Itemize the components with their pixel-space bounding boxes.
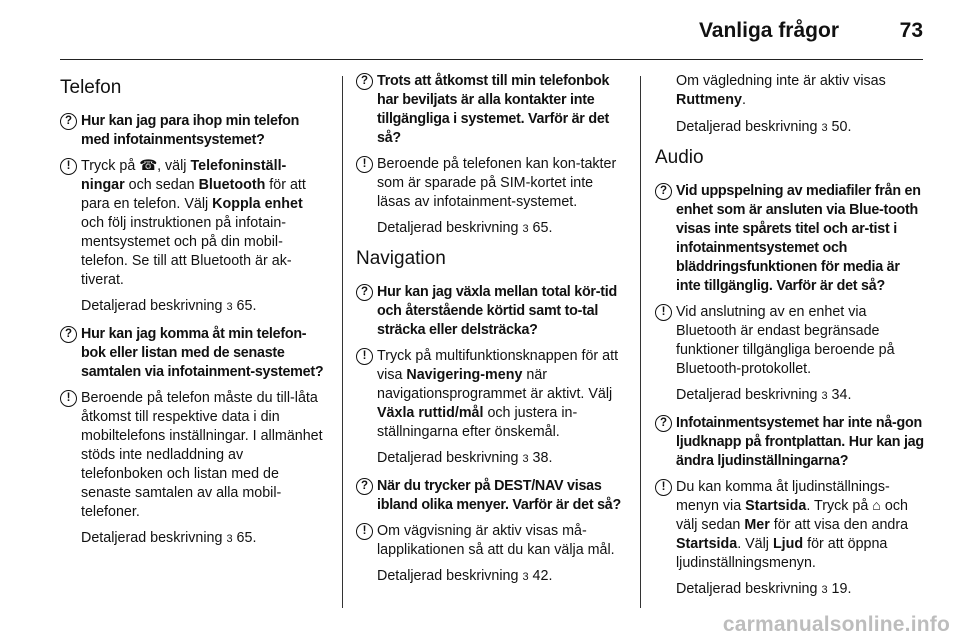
answer-text: Vid anslutning av en enhet via Bluetooth är endast begränsade funktioner tillgängliga beroende på Bluetooth-protokollet. xyxy=(676,304,895,377)
answer-item xyxy=(60,157,326,290)
page-ref-arrow-icon: 3 xyxy=(226,533,233,545)
question-icon: ? xyxy=(60,326,77,343)
question-icon: ? xyxy=(655,183,672,200)
detail-reference: Detaljerad beskrivning 3 38. xyxy=(377,450,553,466)
detail-reference: Detaljerad beskrivning 3 50. xyxy=(676,119,852,135)
detail-reference: Detaljerad beskrivning 3 42. xyxy=(377,568,553,584)
detail-reference: Detaljerad beskrivning 3 19. xyxy=(676,581,852,597)
answer-item xyxy=(356,155,626,212)
section-title-navigation: Navigation xyxy=(356,248,446,269)
question-item xyxy=(655,414,927,471)
question-icon: ? xyxy=(356,73,373,90)
answer-item xyxy=(655,303,927,379)
question-text: Vid uppspelning av mediafiler från en enhet som är ansluten via Blue-tooth visas inte spårets titel och ar-tist i infotainmentsystemet och bläddringsfunktionen för media är inte tillgänglig. Varför är det så? xyxy=(676,183,921,294)
phone-icon: ☎ xyxy=(139,158,158,174)
watermark: carmanualsonline.info xyxy=(722,613,950,636)
question-icon: ? xyxy=(356,284,373,301)
question-item xyxy=(60,325,326,382)
page-ref-arrow-icon: 3 xyxy=(522,571,529,583)
page-header xyxy=(60,0,923,60)
question-item xyxy=(655,182,927,296)
question-text: När du trycker på DEST/NAV visas ibland olika menyer. Varför är det så? xyxy=(377,478,621,513)
answer-item xyxy=(655,478,927,573)
question-item xyxy=(356,283,626,340)
column-divider xyxy=(640,76,641,608)
home-icon: ⌂ xyxy=(872,498,881,514)
exclamation-icon: ! xyxy=(655,479,672,496)
question-icon: ? xyxy=(655,415,672,432)
detail-reference: Detaljerad beskrivning 3 65. xyxy=(81,530,257,546)
answer-item xyxy=(356,522,626,560)
answer-text: Tryck på multifunktionsknappen för att visa Navigering-meny när navigationsprogrammet är aktivt. Välj Växla ruttid/mål och justera in-ställningarna efter önskemål. xyxy=(377,348,619,440)
exclamation-icon: ! xyxy=(60,390,77,407)
question-text: Hur kan jag komma åt min telefon-bok eller listan med de senaste samtalen via infotainment-systemet? xyxy=(81,326,324,380)
column-divider xyxy=(342,76,343,608)
page-number: 73 xyxy=(899,19,923,42)
page-ref-arrow-icon: 3 xyxy=(821,122,828,134)
exclamation-icon: ! xyxy=(356,523,373,540)
question-text: Hur kan jag para ihop min telefon med infotainmentsystemet? xyxy=(81,113,300,148)
detail-reference: Detaljerad beskrivning 3 65. xyxy=(377,220,553,236)
exclamation-icon: ! xyxy=(356,348,373,365)
page-ref-arrow-icon: 3 xyxy=(226,301,233,313)
column-audio xyxy=(655,72,927,608)
column-navigation xyxy=(356,72,626,595)
column-telefon xyxy=(60,72,326,557)
answer-text: Om vägvisning är aktiv visas må-lapplikationen så att du kan välja mål. xyxy=(377,523,615,558)
answer-text: Beroende på telefon måste du till-låta åtkomst till respektive data i din mobiltelefons inställningar. I allmänhet stöds inte nedladdning av telefonboken och listan med de senaste samtalen av alla mobil-telefoner. xyxy=(81,390,323,520)
question-item xyxy=(356,72,626,148)
exclamation-icon: ! xyxy=(655,304,672,321)
answer-text: Du kan komma åt ljudinställnings-menyn via Startsida. Tryck på ⌂ och välj sedan Mer för att visa den andra Startsida. Välj Ljud för att öppna ljudinställningsmenyn. xyxy=(676,479,909,571)
detail-reference: Detaljerad beskrivning 3 34. xyxy=(676,387,852,403)
answer-text: Tryck på ☎, välj Telefoninställ-ningar och sedan Bluetooth för att para en telefon. Välj Koppla enhet och följ instruktionen på infotain-mentsystemet och på din mobil-telefon. Se till att Bluetooth är ak-tiverat. xyxy=(81,158,306,288)
continued-answer: Om vägledning inte är aktiv visas Ruttmeny. xyxy=(676,73,886,108)
answer-text: Beroende på telefonen kan kon-takter som är sparade på SIM-kortet inte läsas av infotainment-systemet. xyxy=(377,156,617,210)
answer-item xyxy=(356,347,626,442)
exclamation-icon: ! xyxy=(356,156,373,173)
question-icon: ? xyxy=(60,113,77,130)
answer-item xyxy=(60,389,326,522)
question-text: Trots att åtkomst till min telefonbok har beviljats är alla kontakter inte tillgängliga i systemet. Varför är det så? xyxy=(377,73,610,146)
page-title: Vanliga frågor xyxy=(698,19,839,42)
question-item xyxy=(60,112,326,150)
question-icon: ? xyxy=(356,478,373,495)
question-item xyxy=(356,477,626,515)
section-title-telefon: Telefon xyxy=(60,77,122,98)
exclamation-icon: ! xyxy=(60,158,77,175)
detail-reference: Detaljerad beskrivning 3 65. xyxy=(81,298,257,314)
page-ref-arrow-icon: 3 xyxy=(821,584,828,596)
page-ref-arrow-icon: 3 xyxy=(522,223,529,235)
question-text: Infotainmentsystemet har inte nå-gon ljudknapp på frontplattan. Hur kan jag ändra ljudinställningarna? xyxy=(676,415,924,469)
question-text: Hur kan jag växla mellan total kör-tid och återstående körtid samt to-tal sträcka eller delsträcka? xyxy=(377,284,617,338)
section-title-audio: Audio xyxy=(655,147,704,168)
page-ref-arrow-icon: 3 xyxy=(522,453,529,465)
page-ref-arrow-icon: 3 xyxy=(821,390,828,402)
